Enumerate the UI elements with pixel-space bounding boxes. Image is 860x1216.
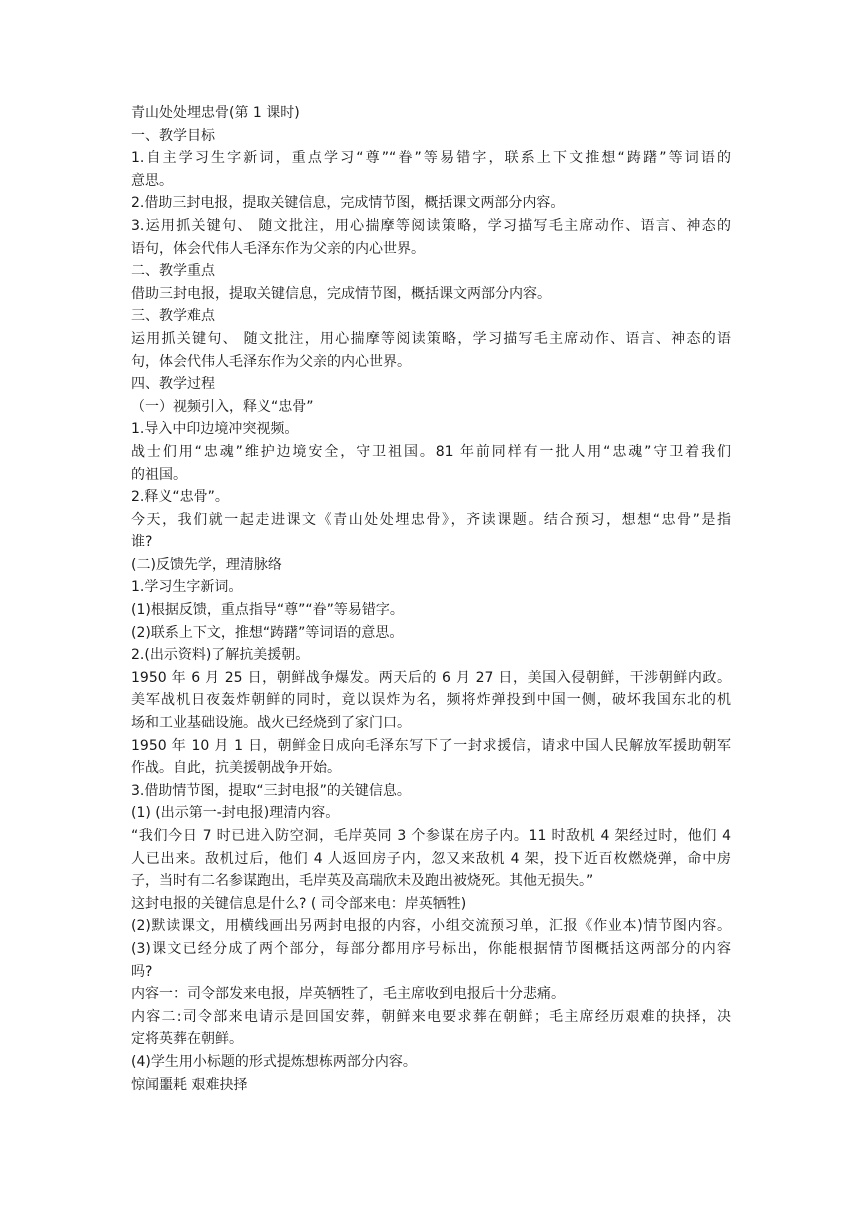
text-line: 句，体会代伟人毛泽东作为父亲的内心世界。 bbox=[131, 353, 411, 370]
text-line: 1950 年 6 月 25 日，朝鲜战争爆发。两天后的 6 月 27 日，美国入侵朝鲜，干涉朝鲜内政。 bbox=[131, 669, 731, 686]
text-line: 内容一：司令部发来电报，岸英牺牲了，毛主席收到电报后十分悲痛。 bbox=[131, 986, 565, 1003]
text-line: 谁? bbox=[131, 534, 153, 551]
text-line: (2)默读课文，用横线画出另两封电报的内容，小组交流预习单，汇报《作业本)情节图内容。 bbox=[131, 918, 731, 935]
text-line: 借助三封电报，提取关键信息，完成情节图，概括课文两部分内容。 bbox=[131, 285, 551, 302]
text-line: 作战。自此，抗美援朝战争开始。 bbox=[131, 760, 341, 777]
text-line: 2.借助三封电报，提取关键信息，完成情节图，概括课文两部分内容。 bbox=[131, 195, 565, 212]
text-line: 语句，体会代伟人毛泽东作为父亲的内心世界。 bbox=[131, 240, 425, 257]
text-line: 2.释义“忠骨”。 bbox=[131, 489, 229, 506]
text-line: 三、教学难点 bbox=[131, 308, 215, 325]
text-line: 战士们用“忠魂”维护边境安全，守卫祖国。81 年前同样有一批人用“忠魂”守卫着我们 bbox=[131, 443, 731, 460]
text-line: 这封电报的关键信息是什么? ( 司令部来电：岸英牺牲) bbox=[131, 895, 467, 912]
text-line: 3.运用抓关键句、 随文批注，用心揣摩等阅读策略，学习描写毛主席动作、语言、神态的 bbox=[131, 217, 731, 234]
text-line: 2.(出示资料)了解抗美援朝。 bbox=[131, 647, 310, 664]
text-line: 青山处处埋忠骨(第 1 课时) bbox=[131, 105, 300, 121]
text-line: 今天，我们就一起走进课文《青山处处埋忠骨》，齐读课题。结合预习，想想“忠骨”是指 bbox=[131, 511, 731, 528]
text-line: 3.借助情节图，提取“三封电报”的关键信息。 bbox=[131, 782, 411, 799]
text-line: 内容二:司令部来电请示是回国安葬，朝鲜来电要求葬在朝鲜；毛主席经历艰难的抉择，决 bbox=[131, 1008, 731, 1025]
text-line: 四、教学过程 bbox=[131, 376, 215, 393]
text-line: 1950 年 10 月 1 日，朝鲜金日成向毛泽东写下了一封求援信，请求中国人民解放军援助朝军 bbox=[131, 737, 731, 754]
text-line: 吗? bbox=[131, 963, 153, 980]
text-line: 1.学习生字新词。 bbox=[131, 579, 243, 596]
text-line: 场和工业基础设施。战火已经烧到了家门口。 bbox=[131, 715, 411, 732]
text-line: “我们今日 7 时已进入防空洞，毛岸英同 3 个参谋在房子内。11 时敌机 4 架经过时，他们 4 bbox=[131, 828, 731, 844]
text-line: 一、教学目标 bbox=[131, 127, 215, 144]
text-line: 1.导入中印边境冲突视频。 bbox=[131, 421, 299, 438]
text-line: （一）视频引入，释义“忠骨” bbox=[131, 398, 314, 415]
text-line: (3)课文已经分成了两个部分，每部分都用序号标出，你能根据情节图概括这两部分的内容 bbox=[131, 940, 731, 957]
text-line: (2)联系上下文，推想“踌躇”等词语的意思。 bbox=[131, 624, 404, 641]
text-line: 人已出来。敌机过后，他们 4 人返回房子内，忽又来敌机 4 架，投下近百枚燃烧弹，命中房 bbox=[131, 850, 731, 867]
text-line: (1) (出示第一-封电报)理清内容。 bbox=[131, 805, 340, 822]
text-line: 的祖国。 bbox=[131, 466, 187, 483]
text-line: 运用抓关键句、 随文批注，用心揣摩等阅读策略，学习描写毛主席动作、语言、神态的语 bbox=[131, 330, 731, 347]
document-page bbox=[131, 102, 731, 1096]
text-line: 意思。 bbox=[131, 172, 173, 189]
text-line: 定将英葬在朝鲜。 bbox=[131, 1031, 243, 1048]
text-line: 美军战机日夜轰炸朝鲜的同时，竟以误炸为名，频将炸弹投到中国一侧，破坏我国东北的机 bbox=[131, 692, 731, 709]
text-line: (二)反馈先学，理清脉络 bbox=[131, 556, 282, 573]
text-line: 子，当时有二名参谋跑出，毛岸英及高瑞欣未及跑出被烧死。其他无损失。” bbox=[131, 873, 594, 890]
text-line: 惊闻噩耗 艰难抉择 bbox=[131, 1076, 248, 1093]
text-line: (4)学生用小标题的形式提炼想栋两部分内容。 bbox=[131, 1053, 417, 1070]
text-line: 二、教学重点 bbox=[131, 263, 215, 280]
text-line: (1)根据反馈，重点指导“尊”“眷”等易错字。 bbox=[131, 602, 404, 619]
text-line: 1.自主学习生字新词，重点学习“尊”“眷”等易错字，联系上下文推想“踌躇”等词语的 bbox=[131, 150, 731, 167]
